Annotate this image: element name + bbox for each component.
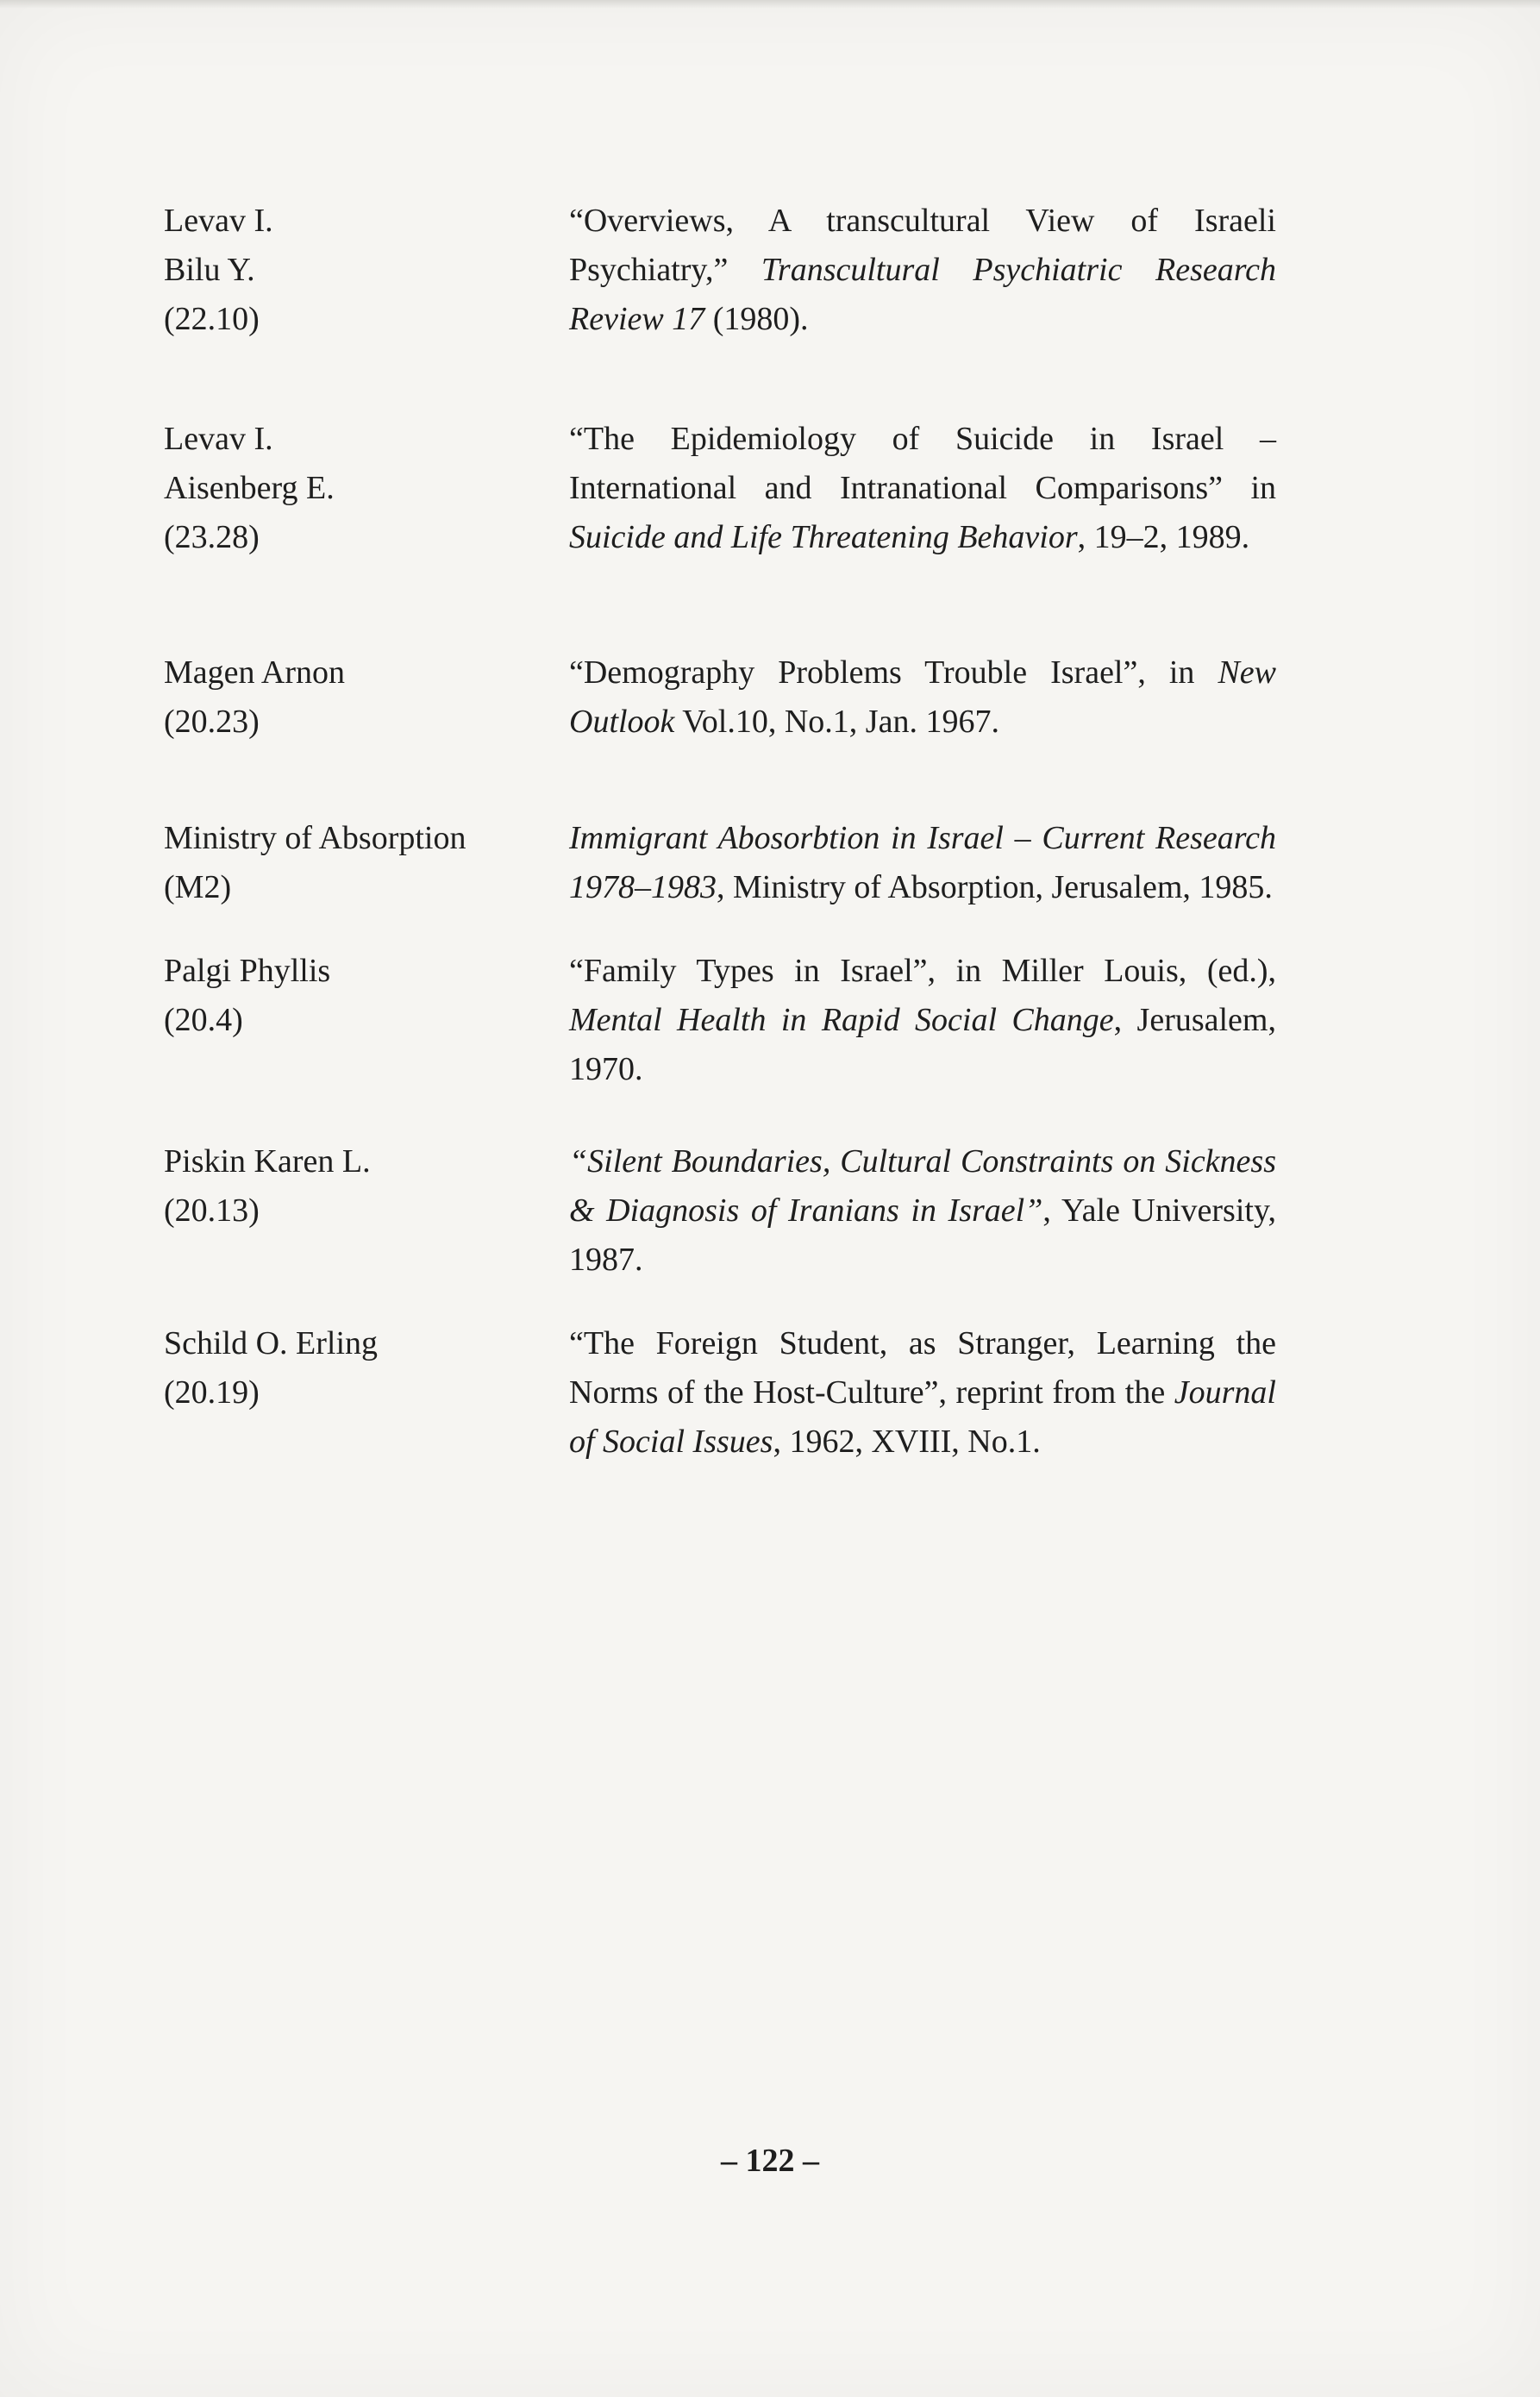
bibliography-entry bbox=[164, 197, 1285, 344]
reference-title: New Outlook bbox=[569, 654, 1276, 740]
entry-author bbox=[164, 197, 569, 344]
reference-title: Suicide and Life Threatening Behavior bbox=[569, 519, 1078, 555]
author-code: (22.10) bbox=[164, 301, 260, 337]
reference-title: “Silent Boundaries, Cultural Constraints on Sickness & Diagnosis of Iranians in Israel” bbox=[569, 1143, 1276, 1229]
reference-title: Journal of Social Issues bbox=[569, 1374, 1276, 1460]
reference-text: , Yale University, 1987. bbox=[569, 1192, 1276, 1278]
entry-author bbox=[164, 1319, 569, 1467]
entry-author bbox=[164, 415, 569, 562]
author-line: Piskin Karen L. bbox=[164, 1143, 371, 1180]
author-code: (M2) bbox=[164, 869, 232, 905]
reference-text: “The Epidemiology of Suicide in Israel – International and Intranational Comparisons” in bbox=[569, 421, 1276, 506]
author-line: Ministry of Absorption bbox=[164, 820, 466, 856]
bibliography-entry bbox=[164, 814, 1285, 912]
bibliography-list bbox=[164, 197, 1285, 1467]
entry-reference bbox=[569, 947, 1276, 1094]
entry-reference bbox=[569, 415, 1276, 562]
reference-text: “Family Types in Israel”, in Miller Louis, (ed.), bbox=[569, 953, 1276, 989]
author-code: (23.28) bbox=[164, 519, 260, 555]
bibliography-entry bbox=[164, 415, 1285, 562]
reference-title: Mental Health in Rapid Social Change bbox=[569, 1002, 1114, 1038]
reference-text: (1980). bbox=[704, 301, 809, 337]
reference-title: Immigrant Abosorbtion in Israel – Current Research 1978–1983 bbox=[569, 820, 1276, 905]
reference-title: Transcultural Psychiatric Research Review 17 bbox=[569, 252, 1276, 337]
author-line: Magen Arnon bbox=[164, 654, 346, 691]
bibliography-entry bbox=[164, 947, 1285, 1094]
reference-text: “Demography Problems Trouble Israel”, in bbox=[569, 654, 1218, 691]
reference-text: , Ministry of Absorption, Jerusalem, 1985. bbox=[717, 869, 1273, 905]
author-code: (20.13) bbox=[164, 1192, 260, 1229]
author-line: Schild O. Erling bbox=[164, 1325, 379, 1361]
entry-reference bbox=[569, 814, 1276, 912]
author-code: (20.23) bbox=[164, 704, 260, 740]
entry-reference bbox=[569, 197, 1276, 344]
reference-text: “Overviews, A transcultural View of Israeli Psychiatry,” bbox=[569, 203, 1276, 288]
reference-text: “The Foreign Student, as Stranger, Learning the Norms of the Host-Culture”, reprint from the bbox=[569, 1325, 1276, 1411]
page-top-edge bbox=[0, 0, 1540, 9]
reference-text: , 1962, XVIII, No.1. bbox=[773, 1424, 1041, 1460]
entry-author bbox=[164, 814, 569, 912]
author-code: (20.4) bbox=[164, 1002, 243, 1038]
author-line: Bilu Y. bbox=[164, 252, 255, 288]
entry-reference bbox=[569, 648, 1276, 747]
author-line: Levav I. bbox=[164, 421, 273, 457]
bibliography-entry bbox=[164, 1137, 1285, 1285]
entry-author bbox=[164, 1137, 569, 1285]
bibliography-entry bbox=[164, 1319, 1285, 1467]
reference-text: Vol.10, No.1, Jan. 1967. bbox=[674, 704, 999, 740]
entry-reference bbox=[569, 1319, 1276, 1467]
bibliography-entry bbox=[164, 648, 1285, 747]
entry-reference bbox=[569, 1137, 1276, 1285]
page-number: – 122 – bbox=[721, 2143, 819, 2179]
entry-author bbox=[164, 648, 569, 747]
author-line: Palgi Phyllis bbox=[164, 953, 331, 989]
author-line: Aisenberg E. bbox=[164, 470, 335, 506]
reference-text: , Jerusalem, 1970. bbox=[569, 1002, 1276, 1087]
author-line: Levav I. bbox=[164, 203, 273, 239]
author-code: (20.19) bbox=[164, 1374, 260, 1411]
reference-text: , 19–2, 1989. bbox=[1077, 519, 1250, 555]
entry-author bbox=[164, 947, 569, 1094]
